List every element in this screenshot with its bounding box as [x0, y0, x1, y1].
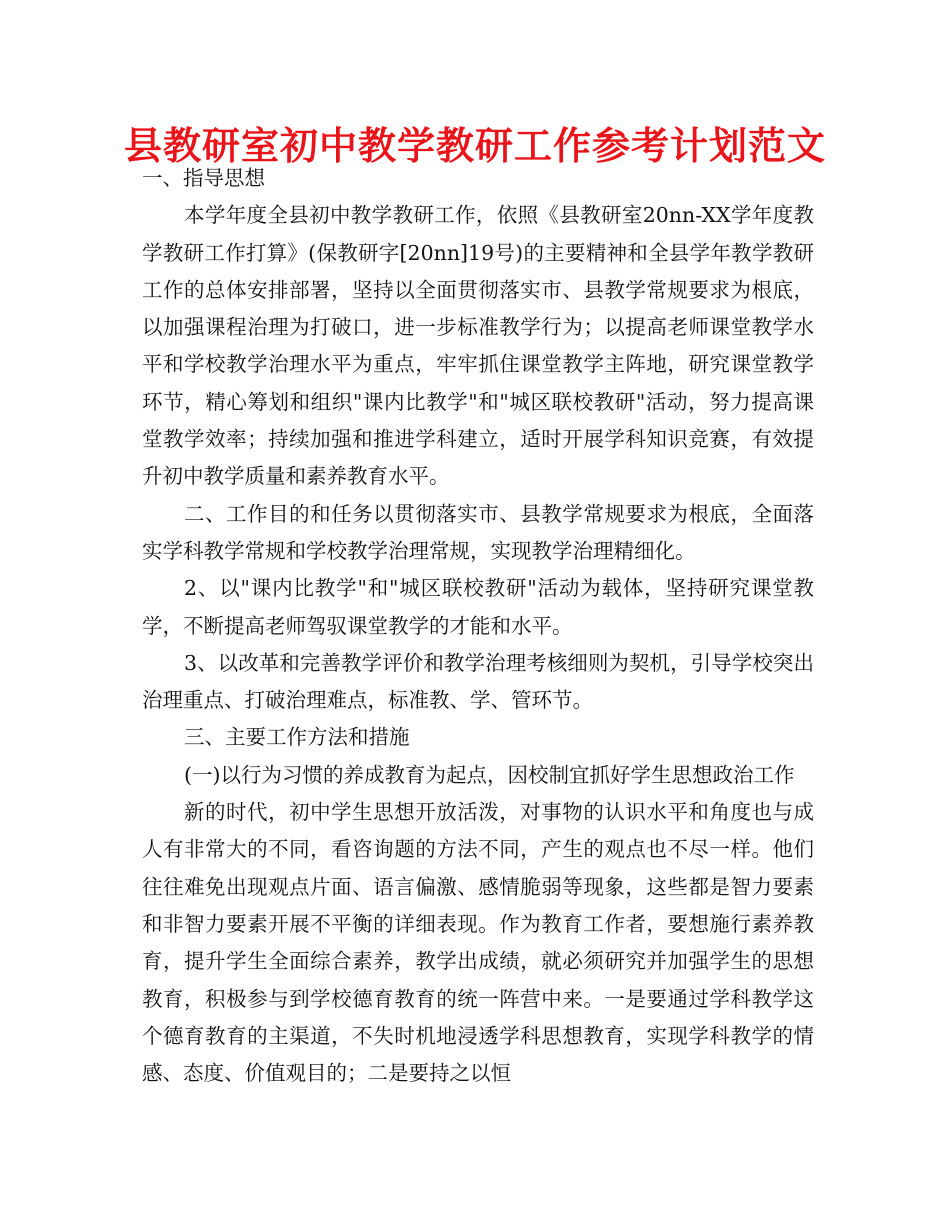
- document-body: [142, 160, 814, 1092]
- paragraph-goal-3: 3、以改革和完善教学评价和教学治理考核细则为契机，引导学校突出治理重点、打破治理难点，标准教、学、管环节。: [142, 650, 814, 713]
- subsection-heading-1: (一)以行为习惯的养成教育为起点，因校制宜抓好学生思想政治工作: [184, 762, 795, 787]
- paragraph-new-era: 新的时代，初中学生思想开放活泼，对事物的认识水平和角度也与成人有非常大的不同，看咨询题的方法不同，产生的观点也不尽一样。他们往往难免出现观点片面、语言偏激、感情脆弱等现象，这些都是智力要素和非智力要素开展不平衡的详细表现。作为教育工作者，要想施行素养教育，提升学生全面综合素养，教学出成绩，就必须研究并加强学生的思想教育，积极参与到学校德育教育的统一阵营中来。一是要通过学科教学这个德育教育的主渠道，不失时机地浸透学科思想教育，实现学科教学的情感、态度、价值观目的；二是要持之以恒: [142, 800, 814, 1086]
- paragraph-goal-2: 2、以"课内比教学"和"城区联校教研"活动为载体，坚持研究课堂教学，不断提高老师驾驭课堂教学的才能和水平。: [142, 576, 814, 638]
- paragraph-guiding-ideology: 本学年度全县初中教学教研工作，依照《县教研室20nn-XX学年度教学教研工作打算》(保教研字[20nn]19号)的主要精神和全县学年教学教研工作的总体安排部署，坚持以全面贯彻落实市、县教学常规要求为根底，以加强课程治理为打破口，进一步标准教学行为；以提高老师课堂教学水平和学校教学治理水平为重点，牢牢抓住课堂教学主阵地，研究课堂教学环节，精心筹划和组织"课内比教学"和"城区联校教研"活动，努力提高课堂教学效率；持续加强和推进学科建立，适时开展学科知识竞赛，有效提升初中教学质量和素养教育水平。: [142, 203, 814, 489]
- section-heading-guiding-ideology: 一、指导思想: [142, 166, 265, 190]
- paragraph-goals-and-tasks: 二、工作目的和任务以贯彻落实市、县教学常规要求为根底，全面落实学科教学常规和学校教学治理常规，实现教学治理精细化。: [142, 501, 814, 563]
- document-title: 县教研室初中教学教研工作参考计划范文: [123, 123, 826, 168]
- section-heading-methods: 三、主要工作方法和措施: [184, 725, 410, 750]
